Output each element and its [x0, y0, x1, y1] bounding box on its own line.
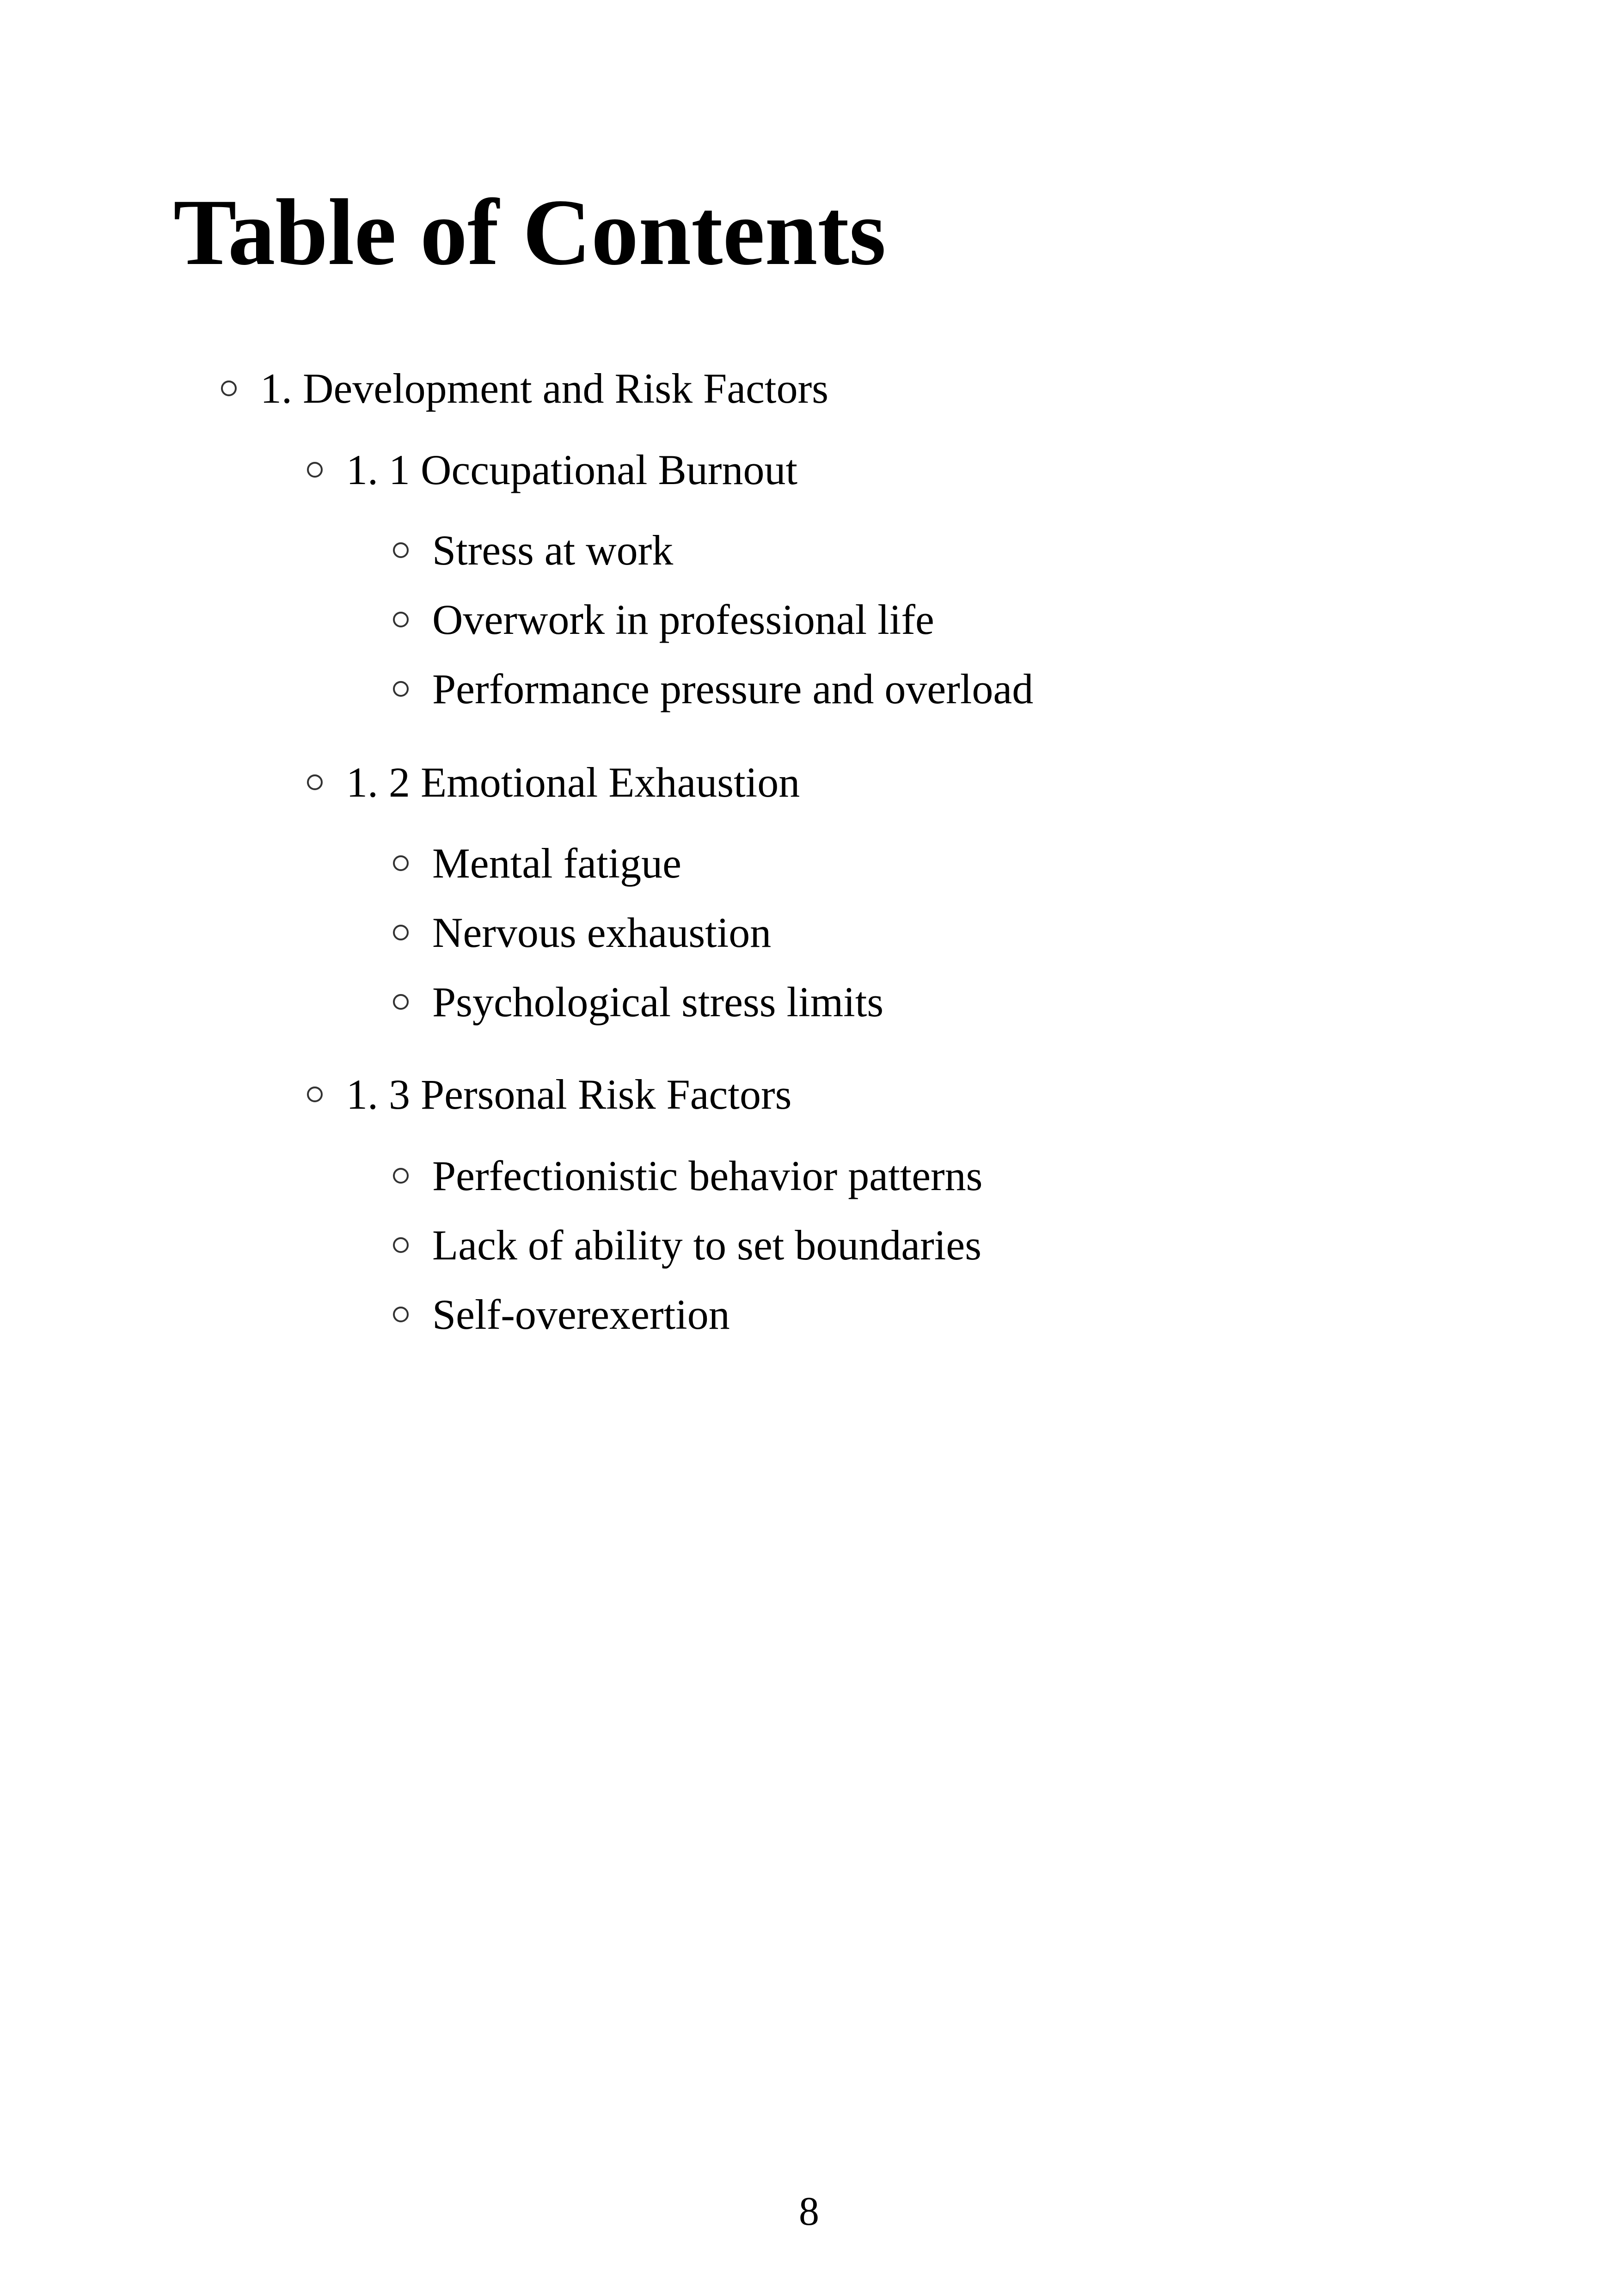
bullet-icon: [221, 381, 237, 396]
toc-subentry-label: Self-overexertion: [432, 1291, 730, 1338]
toc-subentry[interactable]: [393, 661, 1033, 717]
toc-entry-label: 1. Development and Risk Factors: [260, 365, 829, 412]
toc-entry-section-1-2[interactable]: [307, 755, 800, 810]
toc-entry-section-1-1[interactable]: [307, 442, 797, 497]
toc-subentry[interactable]: [393, 592, 934, 647]
toc-subentry[interactable]: [393, 974, 883, 1030]
toc-subentry[interactable]: [393, 905, 771, 960]
toc-subentry-label: Nervous exhaustion: [432, 909, 772, 956]
toc-entry-label: 1. 2 Emotional Exhaustion: [346, 759, 800, 806]
bullet-icon: [393, 1237, 409, 1253]
toc-subentry-label: Overwork in professional life: [432, 596, 934, 643]
toc-subentry[interactable]: [393, 1148, 982, 1203]
toc-subentry-label: Performance pressure and overload: [432, 665, 1034, 712]
toc-entry-chapter-1[interactable]: [221, 361, 828, 416]
toc-subentry-label: Stress at work: [432, 527, 674, 574]
bullet-icon: [393, 994, 409, 1010]
toc-subentry[interactable]: [393, 835, 681, 891]
bullet-icon: [393, 925, 409, 940]
toc-subentry-label: Lack of ability to set boundaries: [432, 1222, 982, 1269]
bullet-icon: [307, 1087, 323, 1102]
toc-subentry-label: Psychological stress limits: [432, 978, 884, 1025]
page-title: Table of Contents: [173, 180, 886, 285]
bullet-icon: [393, 1307, 409, 1322]
bullet-icon: [393, 542, 409, 558]
bullet-icon: [393, 1168, 409, 1184]
bullet-icon: [393, 681, 409, 697]
bullet-icon: [393, 855, 409, 871]
toc-subentry[interactable]: [393, 522, 673, 578]
toc-subentry[interactable]: [393, 1287, 730, 1342]
bullet-icon: [307, 462, 323, 478]
page-number: 8: [799, 2189, 819, 2234]
toc-entry-section-1-3[interactable]: [307, 1067, 791, 1122]
toc-subentry-label: Perfectionistic behavior patterns: [432, 1152, 983, 1199]
toc-entry-label: 1. 3 Personal Risk Factors: [346, 1071, 792, 1118]
toc-subentry[interactable]: [393, 1217, 981, 1273]
bullet-icon: [307, 774, 323, 790]
toc-subentry-label: Mental fatigue: [432, 840, 682, 887]
bullet-icon: [393, 612, 409, 627]
toc-entry-label: 1. 1 Occupational Burnout: [346, 446, 798, 493]
